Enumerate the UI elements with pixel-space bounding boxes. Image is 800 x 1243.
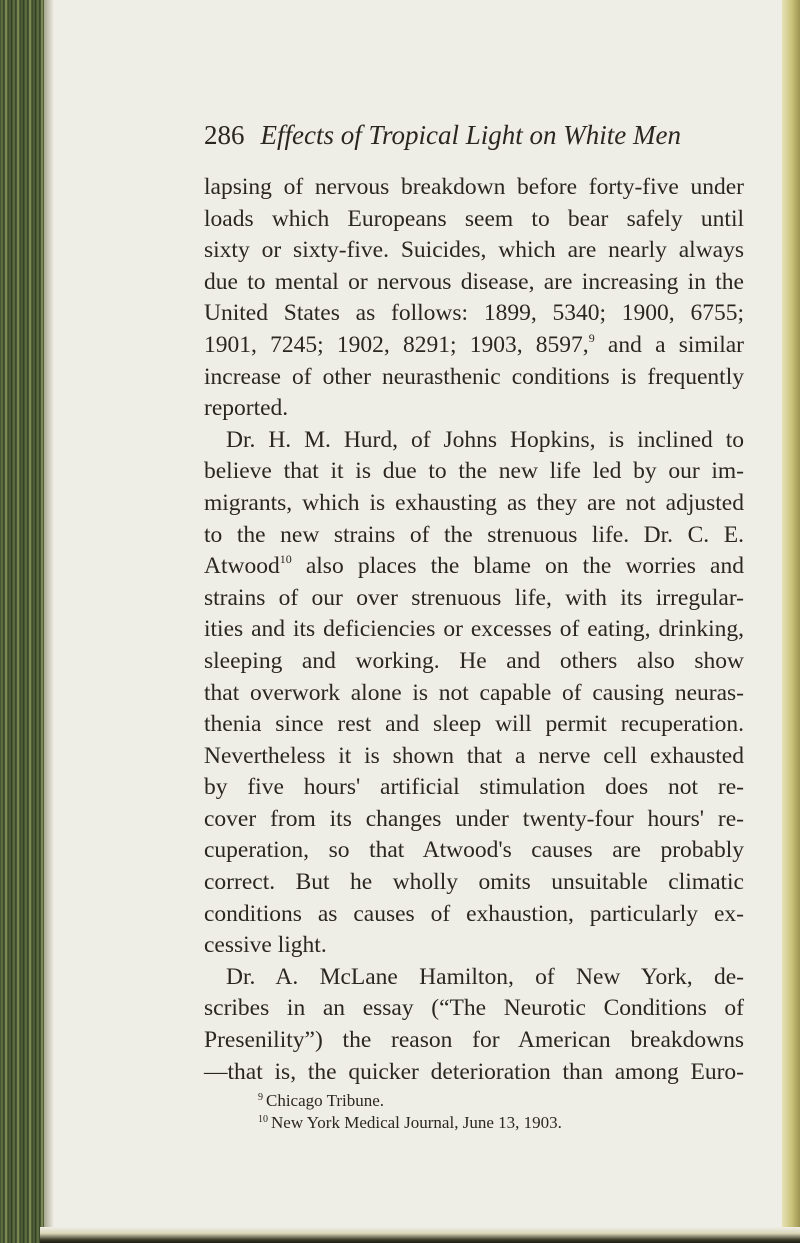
text-segment: and a similar — [594, 331, 744, 358]
text-line: scribes in an essay (“The Neurotic Conditions of — [204, 995, 744, 1022]
text-line: cessive light. — [204, 932, 327, 959]
footnote-marker: 10 — [258, 1114, 268, 1125]
text-line: cover from its changes under twenty-four hours' re- — [204, 805, 744, 832]
text-line: sleeping and working. He and others also show — [204, 647, 744, 674]
page-number: 286 — [204, 120, 245, 150]
text-line: Dr. H. M. Hurd, of Johns Hopkins, is inclined to — [226, 426, 744, 453]
text-line: Nevertheless it is shown that a nerve cell exhausted — [204, 742, 744, 769]
text-line: —that is, the quicker deterioration than among Euro- — [204, 1058, 744, 1085]
text-line: conditions as causes of exhaustion, particularly ex- — [204, 900, 744, 927]
text-line: by five hours' artificial stimulation does not re- — [204, 774, 744, 801]
running-header — [204, 120, 681, 151]
footnote-ref: 9 — [588, 330, 595, 345]
text-line: United States as follows: 1899, 5340; 1900, 6755; — [204, 300, 744, 327]
text-line: Presenility”) the reason for American breakdowns — [204, 1027, 744, 1054]
running-title: Effects of Tropical Light on White Men — [260, 120, 681, 150]
text-segment: 1901, 7245; 1902, 8291; 1903, 8597, — [204, 331, 589, 358]
text-line: correct. But he wholly omits unsuitable climatic — [204, 869, 744, 896]
text-line: increase of other neurasthenic conditions is frequently — [204, 363, 744, 390]
text-line: to the new strains of the strenuous life. Dr. C. E. — [204, 521, 744, 548]
text-line: strains of our over strenuous life, with its irregular- — [204, 584, 744, 611]
page-edge-right — [782, 0, 800, 1243]
book-binding — [0, 0, 44, 1243]
text-line: migrants, which is exhausting as they are not adjusted — [204, 489, 744, 516]
text-line: reported. — [204, 395, 289, 422]
footnote-ref: 10 — [279, 552, 292, 567]
text-line: that overwork alone is not capable of causing neuras- — [204, 679, 744, 706]
page-edge-bottom — [40, 1227, 800, 1243]
footnote — [258, 1090, 562, 1112]
text-line: ities and its deficiencies or excesses of eating, drinking, — [204, 616, 744, 643]
text-line — [204, 330, 744, 362]
text-line: loads which Europeans seem to bear safely until — [204, 205, 744, 232]
footnote-text: Chicago Tribune. — [266, 1091, 385, 1110]
text-segment: Atwood — [204, 553, 280, 580]
text-line: cuperation, so that Atwood's causes are probably — [204, 837, 744, 864]
body-text — [204, 172, 744, 1088]
text-line: thenia since rest and sleep will permit recuperation. — [204, 711, 744, 738]
text-line: lapsing of nervous breakdown before forty-five under — [204, 174, 744, 200]
footnote-marker: 9 — [258, 1092, 263, 1103]
footnote-text: New York Medical Journal, June 13, 1903. — [271, 1113, 562, 1132]
footnotes — [258, 1090, 562, 1134]
text-line: believe that it is due to the new life led by our im- — [204, 458, 744, 485]
text-line — [204, 551, 744, 583]
text-line: sixty or sixty-five. Suicides, which are nearly always — [204, 237, 744, 264]
footnote — [258, 1112, 562, 1134]
text-line: Dr. A. McLane Hamilton, of New York, de- — [226, 963, 744, 990]
text-segment: also places the blame on the worries and — [291, 553, 744, 580]
text-line: due to mental or nervous disease, are increasing in the — [204, 268, 744, 295]
